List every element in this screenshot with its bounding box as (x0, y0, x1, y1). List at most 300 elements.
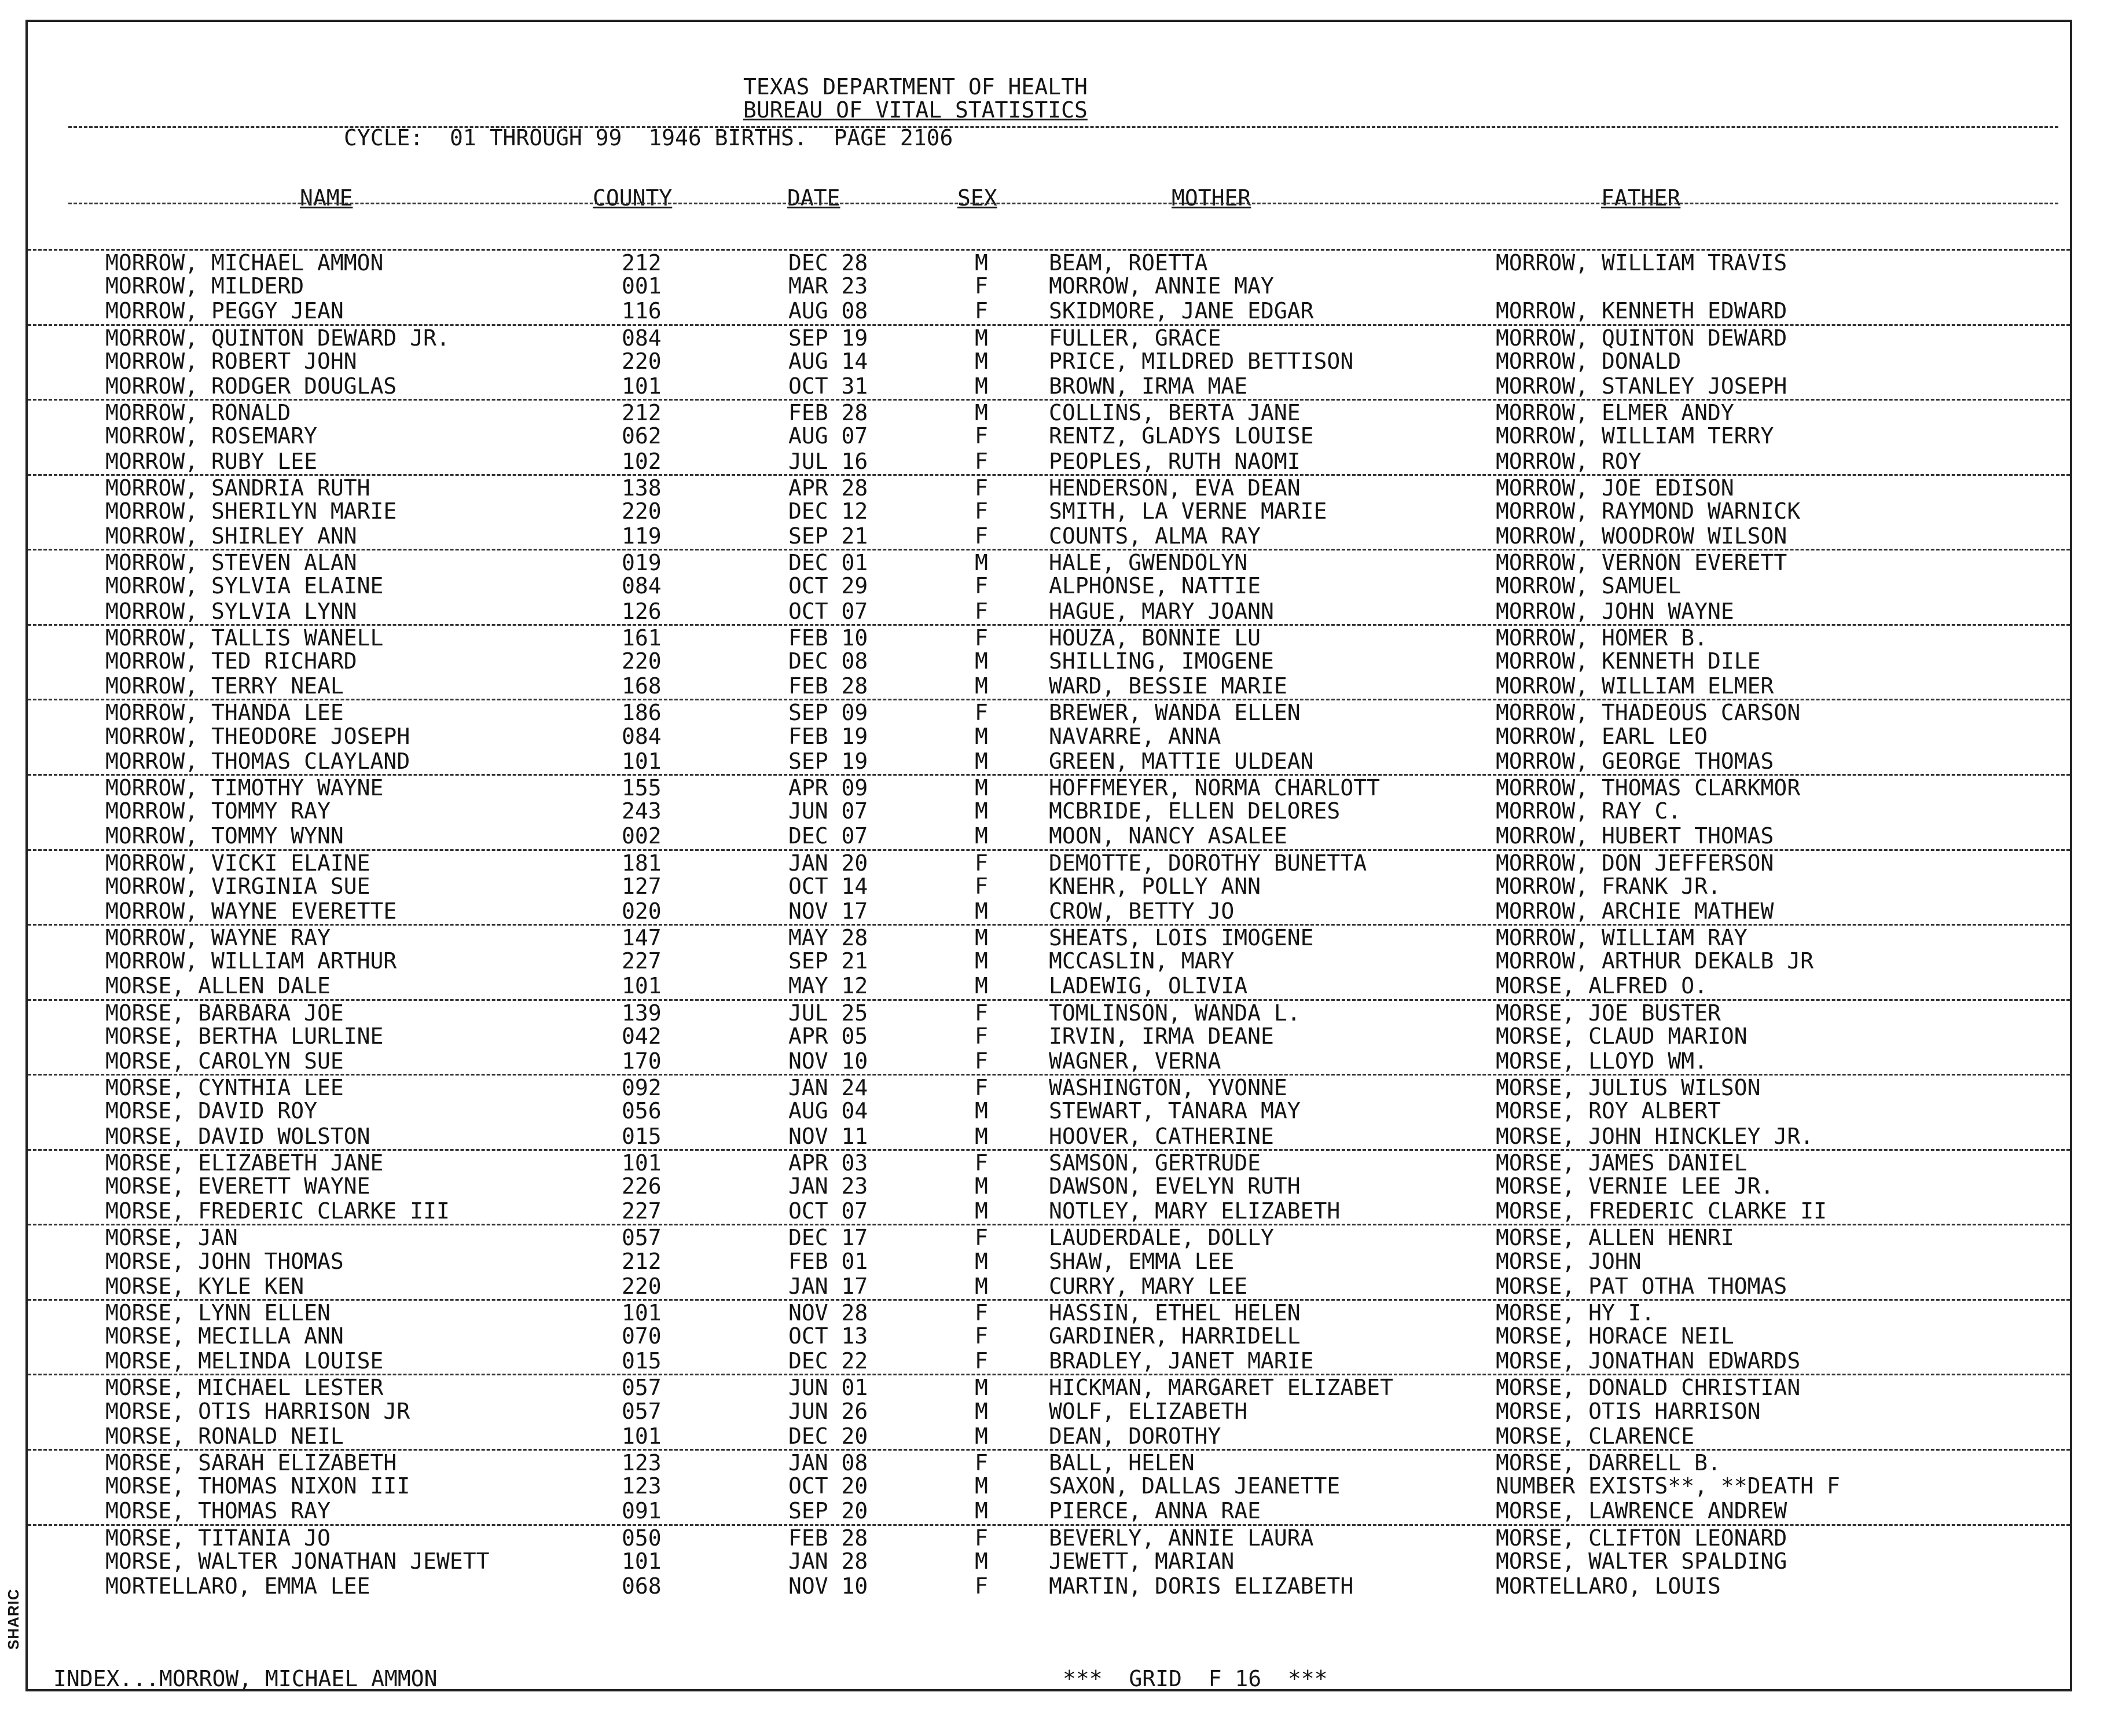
record-date: JUN 01 (788, 1375, 868, 1401)
record-father: MORROW, WILLIAM ELMER (1496, 673, 1774, 699)
record-date: DEC 08 (788, 648, 868, 674)
record-mother: HASSIN, ETHEL HELEN (1049, 1300, 1301, 1326)
record-name: MORSE, LYNN ELLEN (105, 1300, 331, 1326)
record-father: MORSE, OTIS HARRISON (1496, 1398, 1761, 1424)
record-row (28, 1474, 2070, 1499)
record-sex: F (975, 298, 988, 324)
record-mother: HICKMAN, MARGARET ELIZABET (1049, 1375, 1393, 1401)
record-father: MORROW, RAYMOND WARNICK (1496, 498, 1801, 524)
record-father: NUMBER EXISTS**, **DEATH F (1496, 1473, 1840, 1499)
record-row (28, 1049, 2070, 1074)
record-name: MORROW, PEGGY JEAN (105, 298, 344, 324)
record-county: 101 (622, 973, 662, 999)
record-father: MORROW, WOODROW WILSON (1496, 523, 1787, 549)
record-row (28, 1174, 2070, 1199)
record-father: MORROW, HOMER B. (1496, 625, 1708, 651)
record-name: MORROW, SANDRIA RUTH (105, 475, 370, 501)
record-county: 101 (622, 1300, 662, 1326)
record-county: 227 (622, 1198, 662, 1224)
record-sex: M (975, 673, 988, 699)
record-mother: MOON, NANCY ASALEE (1049, 823, 1287, 849)
record-sex: M (975, 648, 988, 674)
record-row (28, 1074, 2070, 1099)
record-row (28, 449, 2070, 474)
record-sex: F (975, 700, 988, 726)
record-father: MORROW, JOE EDISON (1496, 475, 1734, 501)
record-row (28, 1374, 2070, 1399)
record-name: MORSE, OTIS HARRISON JR (105, 1398, 410, 1424)
record-row (28, 899, 2070, 924)
record-mother: HALE, GWENDOLYN (1049, 550, 1248, 576)
record-mother: PEOPLES, RUTH NAOMI (1049, 448, 1301, 474)
record-name: MORROW, RODGER DOUGLAS (105, 373, 397, 399)
record-sex: M (975, 1173, 988, 1199)
record-name: MORROW, ROSEMARY (105, 423, 318, 449)
record-mother: LADEWIG, OLIVIA (1049, 973, 1248, 999)
record-name: MORROW, STEVEN ALAN (105, 550, 357, 576)
record-sex: F (975, 498, 988, 524)
record-name: MORSE, BERTHA LURLINE (105, 1023, 384, 1049)
record-name: MORROW, TERRY NEAL (105, 673, 344, 699)
record-sex: M (975, 1198, 988, 1224)
record-name: MORSE, THOMAS NIXON III (105, 1473, 410, 1499)
record-father: MORROW, VERNON EVERETT (1496, 550, 1787, 576)
bureau-title: BUREAU OF VITAL STATISTICS (743, 97, 1088, 123)
record-date: OCT 13 (788, 1323, 868, 1349)
record-row (28, 399, 2070, 424)
record-sex: M (975, 748, 988, 774)
record-date: DEC 07 (788, 823, 868, 849)
record-date: SEP 19 (788, 748, 868, 774)
record-father: MORSE, ALFRED O. (1496, 973, 1708, 999)
record-row (28, 774, 2070, 799)
record-county: 138 (622, 475, 662, 501)
record-row (28, 524, 2070, 549)
record-county: 126 (622, 598, 662, 624)
record-mother: PIERCE, ANNA RAE (1049, 1498, 1261, 1524)
record-county: 155 (622, 775, 662, 801)
record-mother: CROW, BETTY JO (1049, 898, 1235, 924)
record-date: JAN 24 (788, 1075, 868, 1101)
record-sex: M (975, 948, 988, 974)
record-name: MORSE, ALLEN DALE (105, 973, 331, 999)
record-date: DEC 28 (788, 250, 868, 276)
record-date: FEB 19 (788, 723, 868, 749)
record-name: MORROW, TIMOTHY WAYNE (105, 775, 384, 801)
record-sex: F (975, 1075, 988, 1101)
record-sex: M (975, 1123, 988, 1149)
record-mother: DEMOTTE, DOROTHY BUNETTA (1049, 850, 1367, 876)
record-name: MORSE, SARAH ELIZABETH (105, 1450, 397, 1476)
record-row (28, 1549, 2070, 1574)
record-date: JUN 07 (788, 798, 868, 824)
record-row (28, 299, 2070, 324)
record-row (28, 949, 2070, 974)
record-father: MORSE, JAMES DANIEL (1496, 1150, 1747, 1176)
record-sex: M (975, 325, 988, 351)
record-county: 161 (622, 625, 662, 651)
record-row (28, 1274, 2070, 1299)
record-date: JUN 26 (788, 1398, 868, 1424)
record-name: MORROW, QUINTON DEWARD JR. (105, 325, 450, 351)
record-mother: CURRY, MARY LEE (1049, 1273, 1248, 1299)
record-date: NOV 17 (788, 898, 868, 924)
record-mother: MARTIN, DORIS ELIZABETH (1049, 1573, 1354, 1599)
record-row (28, 1224, 2070, 1249)
record-name: MORSE, MELINDA LOUISE (105, 1348, 384, 1374)
record-mother: BEAM, ROETTA (1049, 250, 1208, 276)
record-mother: SMITH, LA VERNE MARIE (1049, 498, 1327, 524)
record-date: MAY 28 (788, 925, 868, 951)
record-father: MORROW, JOHN WAYNE (1496, 598, 1734, 624)
record-name: MORSE, RONALD NEIL (105, 1423, 344, 1449)
record-county: 123 (622, 1450, 662, 1476)
record-father: MORSE, WALTER SPALDING (1496, 1548, 1787, 1574)
record-sex: M (975, 898, 988, 924)
record-date: SEP 21 (788, 948, 868, 974)
record-county: 123 (622, 1473, 662, 1499)
record-county: 168 (622, 673, 662, 699)
record-mother: WARD, BESSIE MARIE (1049, 673, 1287, 699)
record-father: MORSE, JOE BUSTER (1496, 1000, 1721, 1026)
record-row (28, 1424, 2070, 1449)
record-county: 001 (622, 273, 662, 299)
record-name: MORSE, KYLE KEN (105, 1273, 304, 1299)
record-date: JUL 16 (788, 448, 868, 474)
record-name: MORROW, SYLVIA ELAINE (105, 573, 384, 599)
record-sex: M (975, 400, 988, 426)
record-sex: M (975, 1423, 988, 1449)
record-mother: WAGNER, VERNA (1049, 1048, 1221, 1074)
record-row (28, 1124, 2070, 1149)
record-date: JAN 28 (788, 1548, 868, 1574)
record-row (28, 699, 2070, 724)
record-father: MORSE, JOHN (1496, 1248, 1642, 1274)
record-county: 084 (622, 573, 662, 599)
record-county: 101 (622, 1150, 662, 1176)
record-county: 050 (622, 1525, 662, 1551)
record-row (28, 1449, 2070, 1474)
record-father: MORROW, QUINTON DEWARD (1496, 325, 1787, 351)
record-mother: SAXON, DALLAS JEANETTE (1049, 1473, 1341, 1499)
record-father: MORROW, EARL LEO (1496, 723, 1708, 749)
record-sex: F (975, 423, 988, 449)
record-county: 057 (622, 1375, 662, 1401)
record-mother: IRVIN, IRMA DEANE (1049, 1023, 1274, 1049)
record-row (28, 1299, 2070, 1324)
record-sex: F (975, 850, 988, 876)
record-name: MORROW, TOMMY WYNN (105, 823, 344, 849)
record-father: MORSE, JULIUS WILSON (1496, 1075, 1761, 1101)
record-date: DEC 01 (788, 550, 868, 576)
record-date: NOV 10 (788, 1048, 868, 1074)
record-row (28, 924, 2070, 949)
record-mother: LAUDERDALE, DOLLY (1049, 1225, 1274, 1251)
record-father: MORROW, WILLIAM TERRY (1496, 423, 1774, 449)
record-row (28, 749, 2070, 774)
record-county: 226 (622, 1173, 662, 1199)
record-date: SEP 19 (788, 325, 868, 351)
record-name: MORROW, TALLIS WANELL (105, 625, 384, 651)
record-sex: M (975, 1398, 988, 1424)
column-header-county: COUNTY (593, 185, 673, 211)
record-sex: F (975, 1450, 988, 1476)
record-date: JUL 25 (788, 1000, 868, 1026)
record-mother: MCCASLIN, MARY (1049, 948, 1235, 974)
record-mother: SHILLING, IMOGENE (1049, 648, 1274, 674)
record-row (28, 424, 2070, 449)
record-sex: M (975, 1548, 988, 1574)
record-name: MORSE, JOHN THOMAS (105, 1248, 344, 1274)
record-row (28, 849, 2070, 874)
record-county: 212 (622, 400, 662, 426)
record-father: MORSE, LAWRENCE ANDREW (1496, 1498, 1787, 1524)
record-sex: F (975, 1525, 988, 1551)
record-name: MORSE, DAVID ROY (105, 1098, 318, 1124)
record-father: MORROW, SAMUEL (1496, 573, 1682, 599)
record-name: MORSE, THOMAS RAY (105, 1498, 331, 1524)
record-county: 170 (622, 1048, 662, 1074)
record-county: 084 (622, 325, 662, 351)
record-date: OCT 29 (788, 573, 868, 599)
record-mother: TOMLINSON, WANDA L. (1049, 1000, 1301, 1026)
record-mother: KNEHR, POLLY ANN (1049, 873, 1261, 899)
record-mother: JEWETT, MARIAN (1049, 1548, 1235, 1574)
record-father: MORROW, ROY (1496, 448, 1642, 474)
record-sex: F (975, 1323, 988, 1349)
record-sex: F (975, 475, 988, 501)
record-name: MORROW, RONALD (105, 400, 291, 426)
record-date: FEB 10 (788, 625, 868, 651)
record-county: 227 (622, 948, 662, 974)
record-name: MORROW, THOMAS CLAYLAND (105, 748, 410, 774)
record-date: DEC 17 (788, 1225, 868, 1251)
record-date: FEB 01 (788, 1248, 868, 1274)
record-date: SEP 20 (788, 1498, 868, 1524)
record-sex: F (975, 1225, 988, 1251)
record-county: 042 (622, 1023, 662, 1049)
record-row (28, 724, 2070, 749)
index-footer: INDEX...MORROW, MICHAEL AMMON (53, 1666, 438, 1691)
record-name: MORSE, FREDERIC CLARKE III (105, 1198, 450, 1224)
record-father: MORROW, THADEOUS CARSON (1496, 700, 1801, 726)
record-mother: HOFFMEYER, NORMA CHARLOTT (1049, 775, 1380, 801)
record-county: 091 (622, 1498, 662, 1524)
record-father: MORROW, DON JEFFERSON (1496, 850, 1774, 876)
cycle-line: CYCLE: 01 THROUGH 99 1946 BIRTHS. PAGE 2106 (344, 125, 953, 151)
agency-title: TEXAS DEPARTMENT OF HEALTH (743, 74, 1088, 100)
record-father: MORROW, GEORGE THOMAS (1496, 748, 1774, 774)
record-row (28, 1099, 2070, 1124)
record-mother: RENTZ, GLADYS LOUISE (1049, 423, 1314, 449)
record-date: FEB 28 (788, 1525, 868, 1551)
record-date: OCT 20 (788, 1473, 868, 1499)
record-row (28, 1499, 2070, 1524)
record-name: MORROW, WILLIAM ARTHUR (105, 948, 397, 974)
record-sex: F (975, 625, 988, 651)
record-name: MORROW, MILDERD (105, 273, 304, 299)
record-father: MORROW, ARCHIE MATHEW (1496, 898, 1774, 924)
record-county: 116 (622, 298, 662, 324)
record-date: FEB 28 (788, 673, 868, 699)
record-date: OCT 14 (788, 873, 868, 899)
record-sex: M (975, 1375, 988, 1401)
record-sex: M (975, 723, 988, 749)
record-date: JAN 08 (788, 1450, 868, 1476)
record-date: NOV 11 (788, 1123, 868, 1149)
column-header-father: FATHER (1601, 185, 1681, 211)
record-row (28, 474, 2070, 499)
record-sex: F (975, 573, 988, 599)
record-sex: M (975, 1473, 988, 1499)
record-date: DEC 12 (788, 498, 868, 524)
record-county: 212 (622, 250, 662, 276)
record-date: MAR 23 (788, 273, 868, 299)
record-mother: WASHINGTON, YVONNE (1049, 1075, 1287, 1101)
record-date: AUG 04 (788, 1098, 868, 1124)
record-county: 243 (622, 798, 662, 824)
record-county: 147 (622, 925, 662, 951)
record-name: MORROW, VIRGINIA SUE (105, 873, 370, 899)
record-date: AUG 14 (788, 348, 868, 374)
record-sex: M (975, 925, 988, 951)
record-row (28, 674, 2070, 699)
record-row (28, 324, 2070, 349)
records-list (28, 249, 2070, 1599)
record-name: MORSE, CAROLYN SUE (105, 1048, 344, 1074)
record-date: MAY 12 (788, 973, 868, 999)
record-mother: HOUZA, BONNIE LU (1049, 625, 1261, 651)
record-name: MORROW, MICHAEL AMMON (105, 250, 384, 276)
birth-index-sheet (25, 20, 2072, 1691)
record-mother: SHAW, EMMA LEE (1049, 1248, 1235, 1274)
record-row (28, 649, 2070, 674)
record-county: 220 (622, 1273, 662, 1299)
record-date: SEP 21 (788, 523, 868, 549)
record-sex: F (975, 873, 988, 899)
record-sex: F (975, 1023, 988, 1049)
record-mother: COUNTS, ALMA RAY (1049, 523, 1261, 549)
record-date: NOV 28 (788, 1300, 868, 1326)
record-name: MORSE, MECILLA ANN (105, 1323, 344, 1349)
record-county: 220 (622, 498, 662, 524)
record-mother: COLLINS, BERTA JANE (1049, 400, 1301, 426)
grid-footer: *** GRID F 16 *** (1063, 1666, 1328, 1691)
record-mother: GARDINER, HARRIDELL (1049, 1323, 1301, 1349)
record-date: APR 05 (788, 1023, 868, 1049)
record-row (28, 1399, 2070, 1424)
record-county: 057 (622, 1398, 662, 1424)
record-father: MORROW, RAY C. (1496, 798, 1682, 824)
record-row (28, 624, 2070, 649)
record-county: 102 (622, 448, 662, 474)
record-mother: STEWART, TANARA MAY (1049, 1098, 1301, 1124)
record-county: 015 (622, 1123, 662, 1149)
record-father: MORSE, LLOYD WM. (1496, 1048, 1708, 1074)
record-county: 056 (622, 1098, 662, 1124)
record-row (28, 1024, 2070, 1049)
record-name: MORROW, TOMMY RAY (105, 798, 331, 824)
record-name: MORROW, THEODORE JOSEPH (105, 723, 410, 749)
record-row (28, 1349, 2070, 1374)
record-date: APR 03 (788, 1150, 868, 1176)
record-name: MORROW, SHERILYN MARIE (105, 498, 397, 524)
record-row (28, 1149, 2070, 1174)
record-father: MORSE, JONATHAN EDWARDS (1496, 1348, 1801, 1374)
record-name: MORSE, WALTER JONATHAN JEWETT (105, 1548, 490, 1574)
record-father: MORSE, DARRELL B. (1496, 1450, 1721, 1476)
record-mother: GREEN, MATTIE ULDEAN (1049, 748, 1314, 774)
record-mother: HAGUE, MARY JOANN (1049, 598, 1274, 624)
record-date: DEC 22 (788, 1348, 868, 1374)
record-mother: HOOVER, CATHERINE (1049, 1123, 1274, 1149)
record-county: 020 (622, 898, 662, 924)
record-row (28, 1324, 2070, 1349)
column-header-rule (68, 203, 2058, 204)
record-name: MORROW, ROBERT JOHN (105, 348, 357, 374)
record-mother: MORROW, ANNIE MAY (1049, 273, 1274, 299)
record-father: MORSE, CLARENCE (1496, 1423, 1695, 1449)
record-sex: F (975, 1150, 988, 1176)
record-date: DEC 20 (788, 1423, 868, 1449)
record-mother: NAVARRE, ANNA (1049, 723, 1221, 749)
record-date: OCT 07 (788, 1198, 868, 1224)
record-date: APR 28 (788, 475, 868, 501)
record-father: MORSE, ROY ALBERT (1496, 1098, 1721, 1124)
record-county: 101 (622, 1423, 662, 1449)
record-name: MORTELLARO, EMMA LEE (105, 1573, 370, 1599)
record-sex: M (975, 1273, 988, 1299)
record-mother: SHEATS, LOIS IMOGENE (1049, 925, 1314, 951)
record-sex: M (975, 973, 988, 999)
record-name: MORSE, TITANIA JO (105, 1525, 331, 1551)
record-county: 119 (622, 523, 662, 549)
record-mother: SAMSON, GERTRUDE (1049, 1150, 1261, 1176)
column-header-mother: MOTHER (1172, 185, 1251, 211)
record-name: MORROW, SHIRLEY ANN (105, 523, 357, 549)
record-mother: BEVERLY, ANNIE LAURA (1049, 1525, 1314, 1551)
record-father: MORSE, DONALD CHRISTIAN (1496, 1375, 1801, 1401)
record-county: 101 (622, 748, 662, 774)
record-county: 212 (622, 1248, 662, 1274)
record-sex: M (975, 250, 988, 276)
record-father: MORROW, WILLIAM TRAVIS (1496, 250, 1787, 276)
record-name: MORSE, DAVID WOLSTON (105, 1123, 370, 1149)
record-row (28, 999, 2070, 1024)
record-sex: M (975, 348, 988, 374)
record-date: JAN 17 (788, 1273, 868, 1299)
record-row (28, 1199, 2070, 1224)
record-name: MORROW, WAYNE RAY (105, 925, 331, 951)
record-date: JAN 23 (788, 1173, 868, 1199)
record-sex: F (975, 1000, 988, 1026)
record-county: 092 (622, 1075, 662, 1101)
record-sex: M (975, 798, 988, 824)
record-name: MORROW, VICKI ELAINE (105, 850, 370, 876)
record-name: MORROW, THANDA LEE (105, 700, 344, 726)
record-row (28, 549, 2070, 574)
record-mother: BREWER, WANDA ELLEN (1049, 700, 1301, 726)
record-father: MORROW, STANLEY JOSEPH (1496, 373, 1787, 399)
record-county: 057 (622, 1225, 662, 1251)
record-father: MORROW, DONALD (1496, 348, 1682, 374)
record-sex: M (975, 1098, 988, 1124)
column-header-date: DATE (787, 185, 840, 211)
record-row (28, 874, 2070, 899)
record-name: MORROW, RUBY LEE (105, 448, 318, 474)
record-mother: FULLER, GRACE (1049, 325, 1221, 351)
column-header-name: NAME (300, 185, 353, 211)
